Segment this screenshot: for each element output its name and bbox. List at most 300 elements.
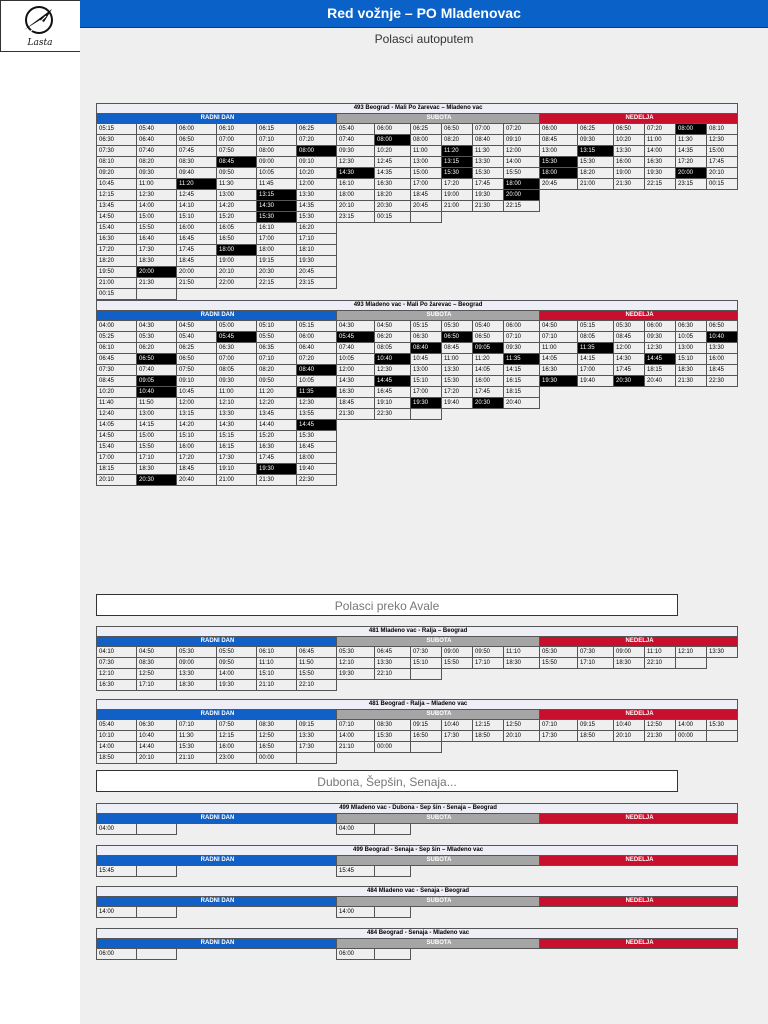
- empty-cell: [645, 190, 676, 201]
- empty-cell: [375, 442, 411, 453]
- departure-time: 16:05: [217, 223, 257, 234]
- departure-time: 17:45: [177, 245, 217, 256]
- departure-time: 12:50: [504, 720, 540, 731]
- empty-cell: [676, 464, 707, 475]
- empty-cell: [707, 387, 738, 398]
- departure-time: 06:30: [411, 332, 442, 343]
- departure-time: 11:45: [257, 179, 297, 190]
- departure-time: 04:50: [375, 321, 411, 332]
- departure-time: 12:50: [257, 731, 297, 742]
- empty-cell: [257, 907, 297, 918]
- departure-time: 13:30: [442, 365, 473, 376]
- departure-time: 15:10: [257, 669, 297, 680]
- departure-time: 19:40: [442, 398, 473, 409]
- departure-time: 15:10: [177, 431, 217, 442]
- empty-cell: [676, 201, 707, 212]
- empty-cell: [217, 907, 257, 918]
- departure-time: 22:10: [375, 669, 411, 680]
- empty-cell: [473, 234, 504, 245]
- departure-time: 08:20: [442, 135, 473, 146]
- departure-time: 00:00: [676, 731, 707, 742]
- timetable: [96, 928, 738, 960]
- empty-cell: [614, 245, 645, 256]
- departure-time-highlighted: 11:35: [578, 343, 614, 354]
- timetable-title: 499 Mladeno vac - Dubona - Šep šin - Senaja – Beograd: [97, 804, 738, 814]
- departure-time-highlighted: 19:30: [411, 398, 442, 409]
- empty-cell: [375, 289, 411, 300]
- empty-cell: [411, 907, 442, 918]
- empty-cell: [217, 866, 257, 877]
- table-row: [97, 146, 738, 157]
- departure-time-highlighted: 18:00: [540, 168, 578, 179]
- departure-time: 09:10: [297, 157, 337, 168]
- departure-time: 09:00: [614, 647, 645, 658]
- empty-cell: [442, 409, 473, 420]
- empty-cell: [473, 742, 504, 753]
- departure-time-highlighted: 14:30: [257, 201, 297, 212]
- departure-time: 13:00: [137, 409, 177, 420]
- departure-time: 06:45: [97, 354, 137, 365]
- departure-time: 07:10: [540, 332, 578, 343]
- departure-time: 19:40: [578, 376, 614, 387]
- departure-time: 15:30: [707, 720, 738, 731]
- departure-time: 08:45: [540, 135, 578, 146]
- empty-cell: [676, 398, 707, 409]
- empty-cell: [676, 866, 707, 877]
- empty-cell: [375, 475, 411, 486]
- departure-time: 14:00: [217, 669, 257, 680]
- empty-cell: [473, 442, 504, 453]
- empty-cell: [707, 742, 738, 753]
- empty-cell: [375, 824, 411, 835]
- empty-cell: [614, 753, 645, 764]
- empty-cell: [177, 866, 217, 877]
- departure-time: 07:30: [97, 146, 137, 157]
- departure-time: 11:50: [137, 398, 177, 409]
- empty-cell: [614, 256, 645, 267]
- empty-cell: [578, 907, 614, 918]
- departure-time: 13:00: [217, 190, 257, 201]
- empty-cell: [645, 475, 676, 486]
- departure-time: 07:00: [217, 354, 257, 365]
- header-subota: SUBOTA: [337, 856, 540, 866]
- empty-cell: [504, 824, 540, 835]
- departure-time: 05:15: [578, 321, 614, 332]
- empty-cell: [137, 866, 177, 877]
- departure-time: 23:15: [337, 212, 375, 223]
- departure-time: 21:10: [337, 742, 375, 753]
- empty-cell: [578, 387, 614, 398]
- empty-cell: [297, 753, 337, 764]
- empty-cell: [707, 442, 738, 453]
- timetable: [96, 886, 738, 918]
- empty-cell: [578, 442, 614, 453]
- departure-time: 09:40: [177, 168, 217, 179]
- departure-time: 04:50: [540, 321, 578, 332]
- empty-cell: [473, 680, 504, 691]
- departure-time: 05:30: [137, 332, 177, 343]
- departure-time: 06:50: [614, 124, 645, 135]
- departure-time: 11:10: [645, 647, 676, 658]
- empty-cell: [676, 753, 707, 764]
- departure-time-highlighted: 10:40: [375, 354, 411, 365]
- departure-time: 04:00: [337, 824, 375, 835]
- empty-cell: [676, 824, 707, 835]
- departure-time: 08:00: [411, 135, 442, 146]
- empty-cell: [614, 212, 645, 223]
- empty-cell: [337, 475, 375, 486]
- departure-time: 10:20: [97, 387, 137, 398]
- departure-time: 14:40: [137, 742, 177, 753]
- departure-time: 09:30: [578, 135, 614, 146]
- empty-cell: [411, 267, 442, 278]
- empty-cell: [676, 256, 707, 267]
- departure-time: 08:20: [137, 157, 177, 168]
- empty-cell: [645, 289, 676, 300]
- departure-time-highlighted: 15:30: [540, 157, 578, 168]
- empty-cell: [504, 680, 540, 691]
- departure-time: 17:45: [707, 157, 738, 168]
- departure-time: 00:00: [257, 753, 297, 764]
- table-row: [97, 431, 738, 442]
- departure-time: 17:30: [137, 245, 177, 256]
- departure-time: 05:15: [297, 321, 337, 332]
- table-row: [97, 647, 738, 658]
- departure-time: 08:10: [707, 124, 738, 135]
- empty-cell: [645, 742, 676, 753]
- empty-cell: [707, 234, 738, 245]
- empty-cell: [645, 453, 676, 464]
- table-row: [97, 157, 738, 168]
- table-row: [97, 365, 738, 376]
- empty-cell: [676, 420, 707, 431]
- empty-cell: [297, 824, 337, 835]
- departure-time: 12:20: [257, 398, 297, 409]
- departure-time: 12:45: [177, 190, 217, 201]
- empty-cell: [540, 409, 578, 420]
- departure-time: 06:25: [578, 124, 614, 135]
- empty-cell: [411, 278, 442, 289]
- departure-time: 09:20: [97, 168, 137, 179]
- departure-time: 06:50: [707, 321, 738, 332]
- departure-time: 15:40: [97, 223, 137, 234]
- departure-time: 16:40: [137, 234, 177, 245]
- empty-cell: [540, 669, 578, 680]
- empty-cell: [578, 669, 614, 680]
- departure-time: 18:30: [137, 256, 177, 267]
- departure-time: 14:05: [473, 365, 504, 376]
- empty-cell: [707, 658, 738, 669]
- table-row: [97, 168, 738, 179]
- departure-time: 18:50: [473, 731, 504, 742]
- departure-time: 18:15: [645, 365, 676, 376]
- empty-cell: [614, 398, 645, 409]
- departure-time: 09:30: [217, 376, 257, 387]
- departure-time: 18:50: [578, 731, 614, 742]
- empty-cell: [540, 475, 578, 486]
- departure-time: 04:00: [97, 321, 137, 332]
- departure-time: 14:20: [217, 201, 257, 212]
- departure-time: 06:50: [177, 354, 217, 365]
- header-radni-dan: RADNI DAN: [97, 856, 337, 866]
- departure-time: 18:20: [97, 256, 137, 267]
- departure-time: 08:30: [137, 658, 177, 669]
- departure-time: 07:50: [217, 720, 257, 731]
- timetable-title: 481 Mladeno vac - Ralja – Beograd: [97, 627, 738, 637]
- departure-time: 18:45: [177, 464, 217, 475]
- empty-cell: [337, 289, 375, 300]
- empty-cell: [676, 907, 707, 918]
- departure-time: 13:00: [411, 365, 442, 376]
- departure-time: 05:15: [411, 321, 442, 332]
- departure-time-highlighted: 20:00: [137, 267, 177, 278]
- departure-time: 06:00: [504, 321, 540, 332]
- empty-cell: [257, 949, 297, 960]
- departure-time-highlighted: 20:30: [137, 475, 177, 486]
- departure-time: 17:00: [578, 365, 614, 376]
- departure-time: 22:10: [297, 680, 337, 691]
- empty-cell: [614, 267, 645, 278]
- empty-cell: [504, 753, 540, 764]
- table-row: [97, 420, 738, 431]
- departure-time-highlighted: 14:45: [645, 354, 676, 365]
- departure-time: 13:15: [177, 409, 217, 420]
- departure-time: 12:30: [137, 190, 177, 201]
- empty-cell: [676, 223, 707, 234]
- table-row: [97, 824, 738, 835]
- departure-time: 14:05: [97, 420, 137, 431]
- empty-cell: [337, 234, 375, 245]
- departure-time: 14:10: [177, 201, 217, 212]
- departure-time: 08:30: [375, 720, 411, 731]
- departure-time: 21:30: [137, 278, 177, 289]
- departure-time: 06:50: [177, 135, 217, 146]
- empty-cell: [411, 420, 442, 431]
- departure-time: 14:40: [257, 420, 297, 431]
- departure-time: 06:30: [217, 343, 257, 354]
- empty-cell: [442, 212, 473, 223]
- empty-cell: [504, 949, 540, 960]
- empty-cell: [442, 753, 473, 764]
- departure-time: 17:45: [614, 365, 645, 376]
- empty-cell: [578, 431, 614, 442]
- empty-cell: [137, 289, 177, 300]
- departure-time: 11:20: [473, 354, 504, 365]
- empty-cell: [614, 475, 645, 486]
- departure-time: 17:20: [177, 453, 217, 464]
- departure-time: 07:50: [217, 146, 257, 157]
- departure-time-highlighted: 13:15: [442, 157, 473, 168]
- departure-time: 06:10: [217, 124, 257, 135]
- empty-cell: [473, 223, 504, 234]
- empty-cell: [473, 753, 504, 764]
- departure-time: 10:05: [337, 354, 375, 365]
- departure-time: 15:50: [442, 658, 473, 669]
- departure-time: 14:30: [614, 354, 645, 365]
- departure-time: 06:15: [257, 124, 297, 135]
- empty-cell: [707, 949, 738, 960]
- departure-time: 22:15: [504, 201, 540, 212]
- empty-cell: [411, 245, 442, 256]
- departure-time: 21:10: [177, 753, 217, 764]
- departure-time: 07:10: [257, 135, 297, 146]
- empty-cell: [375, 223, 411, 234]
- departure-time: 21:30: [676, 376, 707, 387]
- timetable-title: 493 Beograd - Mali Po žarevac – Mladeno vac: [97, 104, 738, 114]
- departure-time: 12:50: [137, 669, 177, 680]
- departure-time: 06:35: [257, 343, 297, 354]
- departure-time: 16:00: [177, 223, 217, 234]
- departure-time: 10:40: [137, 731, 177, 742]
- empty-cell: [578, 190, 614, 201]
- departure-time: 17:30: [297, 742, 337, 753]
- departure-time-highlighted: 18:00: [217, 245, 257, 256]
- departure-time: 15:20: [257, 431, 297, 442]
- header-nedelja: NEDELJA: [540, 710, 738, 720]
- empty-cell: [442, 245, 473, 256]
- departure-time-highlighted: 08:40: [297, 365, 337, 376]
- departure-time: 11:10: [504, 647, 540, 658]
- departure-time: 15:40: [97, 442, 137, 453]
- departure-time: 17:20: [676, 157, 707, 168]
- departure-time: 12:00: [297, 179, 337, 190]
- departure-time: 16:45: [375, 387, 411, 398]
- departure-time: 10:10: [97, 731, 137, 742]
- timetable-title: 484 Beograd - Senaja - Mladeno vac: [97, 929, 738, 939]
- departure-time: 05:40: [337, 124, 375, 135]
- departure-time: 16:00: [707, 354, 738, 365]
- departure-time: 16:30: [257, 442, 297, 453]
- departure-time: 04:10: [97, 647, 137, 658]
- empty-cell: [578, 409, 614, 420]
- empty-cell: [645, 824, 676, 835]
- departure-time: 13:55: [297, 409, 337, 420]
- empty-cell: [411, 949, 442, 960]
- departure-time: 07:00: [217, 135, 257, 146]
- departure-time: 17:00: [411, 387, 442, 398]
- departure-time: 21:30: [645, 731, 676, 742]
- departure-time: 12:30: [337, 157, 375, 168]
- departure-time: 18:30: [504, 658, 540, 669]
- departure-time: 15:15: [217, 431, 257, 442]
- departure-time: 17:20: [442, 387, 473, 398]
- empty-cell: [473, 212, 504, 223]
- departure-time: 06:00: [177, 124, 217, 135]
- departure-time: 21:00: [97, 278, 137, 289]
- departure-time: 15:00: [411, 168, 442, 179]
- departure-time: 14:30: [337, 376, 375, 387]
- departure-time: 21:30: [473, 201, 504, 212]
- departure-time: 07:45: [177, 146, 217, 157]
- empty-cell: [645, 201, 676, 212]
- departure-time: 11:30: [217, 179, 257, 190]
- departure-time: 05:50: [217, 647, 257, 658]
- departure-time: 07:40: [337, 343, 375, 354]
- empty-cell: [540, 289, 578, 300]
- empty-cell: [707, 223, 738, 234]
- departure-time: 10:45: [411, 354, 442, 365]
- departure-time: 05:30: [442, 321, 473, 332]
- empty-cell: [676, 669, 707, 680]
- departure-time: 09:10: [504, 135, 540, 146]
- departure-time: 15:30: [177, 742, 217, 753]
- empty-cell: [614, 223, 645, 234]
- departure-time: 11:20: [257, 387, 297, 398]
- empty-cell: [442, 278, 473, 289]
- departure-time: 07:10: [504, 332, 540, 343]
- departure-time: 19:10: [217, 464, 257, 475]
- departure-time: 06:30: [97, 135, 137, 146]
- empty-cell: [614, 409, 645, 420]
- departure-time: 07:50: [177, 365, 217, 376]
- departure-time: 13:30: [614, 146, 645, 157]
- empty-cell: [375, 464, 411, 475]
- departure-time: 14:00: [337, 907, 375, 918]
- departure-time: 15:10: [177, 212, 217, 223]
- departure-time: 12:10: [97, 669, 137, 680]
- empty-cell: [442, 223, 473, 234]
- empty-cell: [411, 223, 442, 234]
- empty-cell: [411, 431, 442, 442]
- empty-cell: [540, 387, 578, 398]
- departure-time: 08:40: [473, 135, 504, 146]
- departure-time: 18:30: [137, 464, 177, 475]
- departure-time: 14:00: [97, 907, 137, 918]
- table-row: [97, 453, 738, 464]
- empty-cell: [473, 464, 504, 475]
- empty-cell: [504, 267, 540, 278]
- empty-cell: [473, 453, 504, 464]
- empty-cell: [411, 442, 442, 453]
- departure-time: 22:00: [217, 278, 257, 289]
- departure-time: 09:15: [411, 720, 442, 731]
- banner-dubona: Dubona, Šepšin, Senaja...: [96, 770, 678, 792]
- departure-time: 16:45: [297, 442, 337, 453]
- empty-cell: [707, 680, 738, 691]
- departure-time: 20:10: [614, 731, 645, 742]
- departure-time: 14:05: [540, 354, 578, 365]
- departure-time: 21:50: [177, 278, 217, 289]
- empty-cell: [614, 866, 645, 877]
- table-row: [97, 332, 738, 343]
- departure-time: 18:45: [177, 256, 217, 267]
- empty-cell: [442, 669, 473, 680]
- departure-time: 20:30: [257, 267, 297, 278]
- empty-cell: [337, 753, 375, 764]
- departure-time: 19:30: [645, 168, 676, 179]
- departure-time: 18:10: [297, 245, 337, 256]
- empty-cell: [645, 949, 676, 960]
- empty-cell: [411, 289, 442, 300]
- empty-cell: [375, 753, 411, 764]
- departure-time: 19:00: [614, 168, 645, 179]
- departure-time: 10:40: [614, 720, 645, 731]
- empty-cell: [411, 680, 442, 691]
- departure-time: 15:30: [375, 731, 411, 742]
- header-nedelja: NEDELJA: [540, 637, 738, 647]
- departure-time: 15:45: [97, 866, 137, 877]
- empty-cell: [645, 442, 676, 453]
- empty-cell: [411, 475, 442, 486]
- departure-time: 14:35: [676, 146, 707, 157]
- empty-cell: [375, 453, 411, 464]
- departure-time: 22:15: [645, 179, 676, 190]
- empty-cell: [337, 453, 375, 464]
- header-subota: SUBOTA: [337, 814, 540, 824]
- departure-time: 15:30: [473, 168, 504, 179]
- empty-cell: [676, 442, 707, 453]
- departure-time: 14:00: [97, 742, 137, 753]
